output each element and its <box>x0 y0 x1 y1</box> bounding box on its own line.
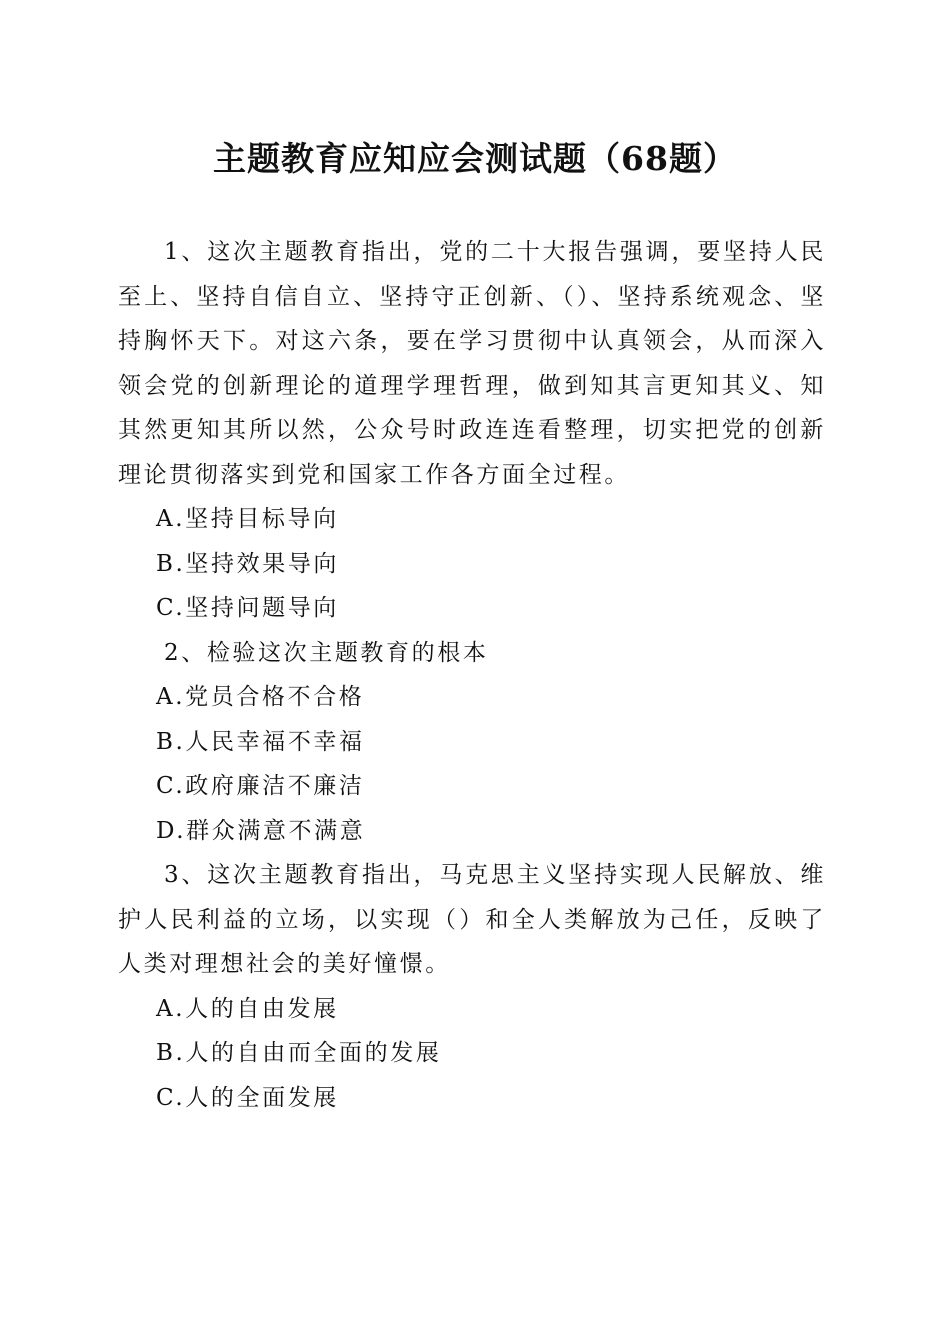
question-1 <box>118 230 826 631</box>
option-b: B.人的自由而全面的发展 <box>156 1040 442 1066</box>
question-list <box>118 230 826 1120</box>
option-b: B.坚持效果导向 <box>156 550 340 577</box>
question-text: 1、这次主题教育指出，党的二十大报告强调，要坚持人民至上、坚持自信自立、坚持守正创新、（）、坚持系统观念、坚持胸怀天下。对这六条，要在学习贯彻中认真领会，从而深入领会党的创新理论的道理学理哲理，做到知其言更知其义、知其然更知其所以然，公众号时政连连看整理，切实把党的创新理论贯彻落实到党和国家工作各方面全过程。 <box>118 239 826 488</box>
option-a: A.坚持目标导向 <box>156 506 339 532</box>
option-d: D.群众满意不满意 <box>156 817 366 844</box>
question-2 <box>118 631 826 854</box>
option-b: B.人民幸福不幸福 <box>156 728 365 755</box>
question-3 <box>118 853 826 1120</box>
option-a: A.人的自由发展 <box>156 995 339 1022</box>
question-text: 3、这次主题教育指出，马克思主义坚持实现人民解放、维护人民利益的立场，以实现（）和全人类解放为己任，反映了人类对理想社会的美好憧憬。 <box>118 862 826 977</box>
option-c: C.坚持问题导向 <box>156 595 339 621</box>
option-c: C.人的全面发展 <box>156 1084 339 1111</box>
document-title: 主题教育应知应会测试题（68题） <box>213 139 737 178</box>
question-text: 2、检验这次主题教育的根本 <box>164 639 489 666</box>
option-a: A.党员合格不合格 <box>156 684 365 710</box>
option-c: C.政府廉洁不廉洁 <box>156 773 365 799</box>
